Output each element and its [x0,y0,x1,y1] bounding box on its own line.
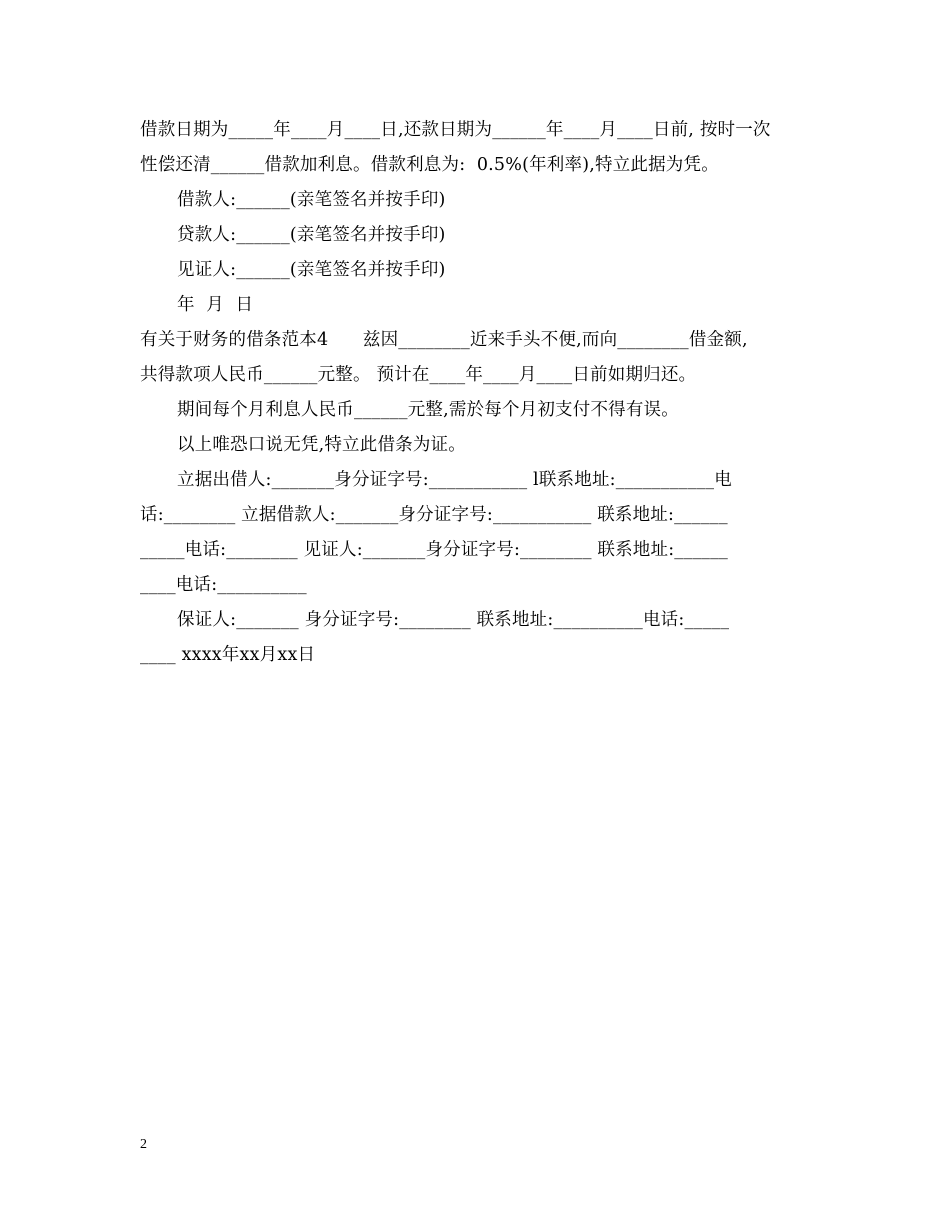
text-line-monthly-interest: 期间每个月利息人民币______元整,需於每个月初支付不得有误。 [177,400,679,420]
text-line-signing-date: ____ xxxx年xx月xx日 [140,645,316,665]
document-body [140,113,814,673]
text-line-lender-info: 立据出借人:_______身分证字号:___________ l联系地址:___________电 [177,470,732,490]
text-line-proof-statement: 以上唯恐口说无凭,特立此借条为证。 [177,435,466,455]
text-line-sample-4-heading: 有关于财务的借条范本4 兹因________近来手头不便,而向________借金额, [140,330,748,350]
text-line-witness-signature: 见证人:______(亲笔签名并按手印) [177,260,446,280]
text-line-witness-phone: ____电话:__________ [140,575,307,595]
text-line-lender-signature: 贷款人:______(亲笔签名并按手印) [177,225,446,245]
page-number: 2 [140,1137,147,1152]
text-line-date-placeholder: 年 月 日 [177,295,254,315]
text-line-interest-rate: 性偿还清______借款加利息。借款利息为: 0.5%(年利率),特立此据为凭。 [140,155,719,175]
text-line-guarantor-info: 保证人:_______ 身分证字号:________ 联系地址:__________电话:_____ [177,610,730,630]
text-line-borrower-info: 话:________ 立据借款人:_______身分证字号:___________ 联系地址:______ [140,505,728,525]
text-line-witness-info: _____电话:________ 见证人:_______身分证字号:________ 联系地址:______ [140,540,729,560]
text-line-loan-dates: 借款日期为_____年____月____日,还款日期为______年____月____日前, 按时一次 [140,120,771,140]
text-line-amount-and-due-date: 共得款项人民币______元整。 预计在____年____月____日前如期归还。 [140,365,697,385]
text-line-borrower-signature: 借款人:______(亲笔签名并按手印) [177,190,446,210]
